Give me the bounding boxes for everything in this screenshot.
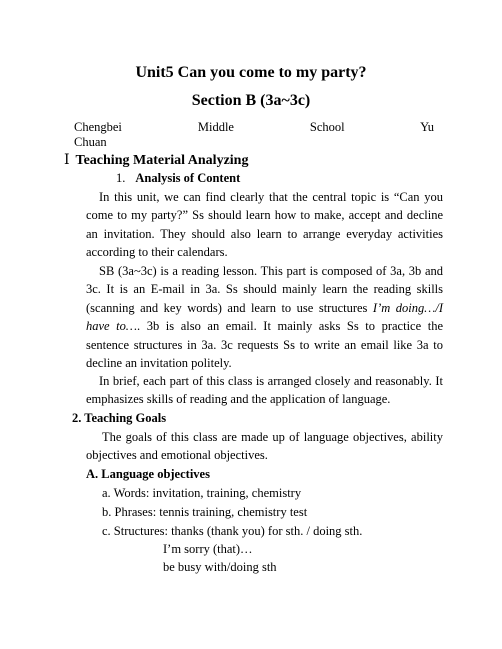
paragraph-content-2 [86,262,443,372]
author-word: Middle [197,120,234,134]
paragraph-text: The goals of this class are made up of language objectives, ability objectives and emotional objectives. [86,430,443,463]
paragraph-content-3 [86,372,443,409]
list-item-structure-2: I’m sorry (that)… [163,542,253,556]
paragraph-text: SB (3a~3c) is a reading lesson. This part is composed of 3a, 3b and 3c. It is an E-mail in 3a. Ss should mainly learn the reading skills (scanning and key words) and learn to use structures [86,264,443,315]
list-item-structures: c. Structures: thanks (thank you) for sth. / doing sth. [102,524,363,538]
document-subtitle: Section B (3a~3c) [191,92,311,109]
author-word: Yu [420,120,435,134]
subsection-heading-2: 2. Teaching Goals [72,411,167,425]
list-item-structure-3: be busy with/doing sth [163,560,277,574]
paragraph-text: In this unit, we can find clearly that the central topic is “Can you come to my party?” Ss should learn how to make, accept and decline an invitation. They should also learn to arrange everyday activities according to their calendars. [86,190,443,260]
list-item-phrases: b. Phrases: tennis training, chemistry test [102,505,308,519]
author-line-tail: Chuan [74,135,107,149]
paragraph-content-1 [86,188,443,262]
subsection-heading-1 [116,170,240,186]
subsection-heading-a: A. Language objectives [86,467,210,481]
subsection-heading-text: Analysis of Content [135,171,241,185]
section-heading-1 [64,152,248,170]
author-word: Chengbei [74,120,122,134]
paragraph-italic-text: I’m doing…/I have to… [86,300,443,334]
paragraph-text: . 3b is also an email. It mainly asks Ss to practice the sentence structures in 3a. 3c requests Ss to write an email like 3a to decline an invitation politely. [86,319,443,371]
paragraph-goals [86,428,443,465]
subsection-number: 1. [116,171,126,185]
list-item-words: a. Words: invitation, training, chemistry [102,486,302,500]
author-word: School [309,120,345,134]
author-line [74,119,434,135]
section-heading-text: Teaching Material Analyzing [75,153,249,168]
paragraph-text: In brief, each part of this class is arranged closely and reasonably. It emphasizes skills of reading and the application of language. [86,374,443,407]
section-numeral: Ⅰ [64,153,70,168]
document-title: Unit5 Can you come to my party? [135,64,367,81]
